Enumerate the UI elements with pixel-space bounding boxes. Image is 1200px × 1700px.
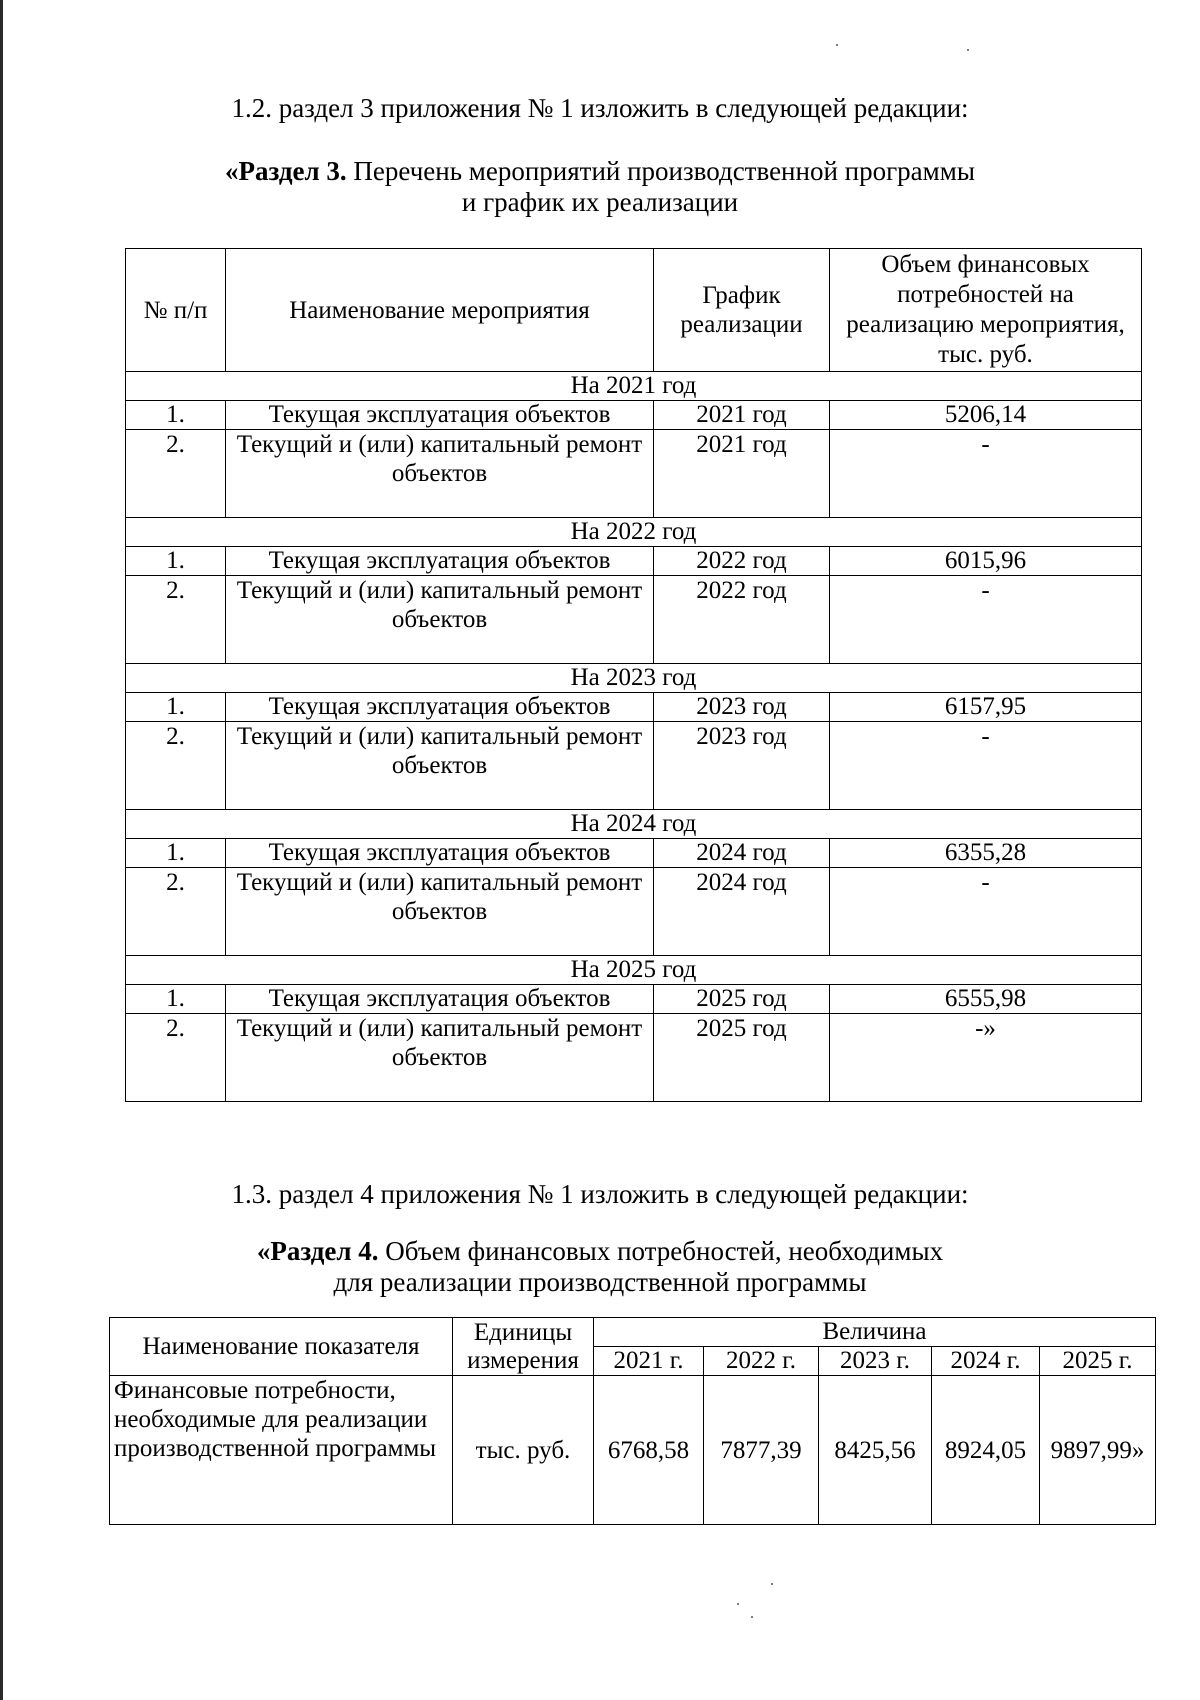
row-number: 1. xyxy=(126,401,226,430)
row-number: 1. xyxy=(126,693,226,722)
section-row xyxy=(126,810,1142,839)
table-row xyxy=(126,868,1142,956)
section-4-heading xyxy=(0,1236,1200,1298)
header-activity-name: Наименование мероприятия xyxy=(226,249,654,372)
section-row xyxy=(126,372,1142,401)
header-units: Единицы измерения xyxy=(453,1318,594,1376)
table-row xyxy=(126,547,1142,576)
activity-name: Текущая эксплуатация объектов xyxy=(226,839,654,868)
section-label: На 2023 год xyxy=(126,664,1142,693)
value-cell: 7877,39 xyxy=(704,1376,819,1525)
scan-speck xyxy=(836,44,838,46)
activity-name: Текущая эксплуатация объектов xyxy=(226,401,654,430)
section-4-title-line-2: для реализации производственной программы xyxy=(333,1267,867,1297)
row-number: 2. xyxy=(126,1014,226,1102)
table-row xyxy=(126,430,1142,518)
value-cell: 8924,05 xyxy=(932,1376,1040,1525)
schedule-cell: 2021 год xyxy=(654,401,830,430)
header-schedule: График реализации xyxy=(654,249,830,372)
section-label: На 2021 год xyxy=(126,372,1142,401)
amount-cell: - xyxy=(830,722,1142,810)
schedule-cell: 2023 год xyxy=(654,722,830,810)
scan-speck xyxy=(737,1603,739,1605)
amount-cell: 6355,28 xyxy=(830,839,1142,868)
header-year: 2024 г. xyxy=(932,1347,1040,1376)
row-number: 1. xyxy=(126,839,226,868)
table-row xyxy=(126,985,1142,1014)
value-cell: 9897,99» xyxy=(1040,1376,1156,1525)
scan-speck xyxy=(771,1583,773,1585)
activity-name: Текущий и (или) капитальный ремонт объектов xyxy=(226,430,654,518)
activity-name: Текущая эксплуатация объектов xyxy=(226,985,654,1014)
activity-name: Текущая эксплуатация объектов xyxy=(226,693,654,722)
schedule-cell: 2022 год xyxy=(654,547,830,576)
section-3-title-line-1 xyxy=(0,156,1200,187)
header-year: 2025 г. xyxy=(1040,1347,1156,1376)
activity-name: Текущий и (или) капитальный ремонт объектов xyxy=(226,1014,654,1102)
table-row xyxy=(110,1376,1156,1525)
section-label: На 2022 год xyxy=(126,518,1142,547)
financial-needs-table xyxy=(109,1317,1156,1525)
row-number: 2. xyxy=(126,722,226,810)
amount-cell: 6555,98 xyxy=(830,985,1142,1014)
amount-cell: - xyxy=(830,576,1142,664)
header-financial-needs: Объем финансовых потребностей на реализацию мероприятия, тыс. руб. xyxy=(830,249,1142,372)
row-number: 2. xyxy=(126,576,226,664)
activity-name: Текущая эксплуатация объектов xyxy=(226,547,654,576)
section-3-label: «Раздел 3. xyxy=(225,156,347,186)
table-row xyxy=(126,576,1142,664)
header-year: 2023 г. xyxy=(819,1347,932,1376)
scan-speck xyxy=(967,49,969,51)
indicator-name: Финансовые потребности, необходимые для реализации производственной программы xyxy=(110,1376,453,1525)
section-label: На 2025 год xyxy=(126,956,1142,985)
section-4-title-text: Объем финансовых потребностей, необходимых xyxy=(378,1236,944,1266)
schedule-cell: 2024 год xyxy=(654,839,830,868)
section-3-title-text: Перечень мероприятий производственной программы xyxy=(346,156,975,186)
row-number: 2. xyxy=(126,430,226,518)
header-year: 2022 г. xyxy=(704,1347,819,1376)
activity-name: Текущий и (или) капитальный ремонт объектов xyxy=(226,868,654,956)
schedule-cell: 2025 год xyxy=(654,1014,830,1102)
table-row xyxy=(126,839,1142,868)
activities-table xyxy=(125,248,1142,1102)
schedule-cell: 2021 год xyxy=(654,430,830,518)
table-row xyxy=(126,401,1142,430)
value-cell: 8425,56 xyxy=(819,1376,932,1525)
amount-cell: - xyxy=(830,868,1142,956)
header-number: № п/п xyxy=(126,249,226,372)
schedule-cell: 2024 год xyxy=(654,868,830,956)
table-row xyxy=(126,722,1142,810)
activity-name: Текущий и (или) капитальный ремонт объектов xyxy=(226,722,654,810)
section-label: На 2024 год xyxy=(126,810,1142,839)
amount-cell: 6157,95 xyxy=(830,693,1142,722)
amount-cell: 5206,14 xyxy=(830,401,1142,430)
row-number: 1. xyxy=(126,985,226,1014)
paragraph-1-3: 1.3. раздел 4 приложения № 1 изложить в следующей редакции: xyxy=(231,1179,969,1209)
row-number: 2. xyxy=(126,868,226,956)
section-3-title-line-2: и график их реализации xyxy=(461,187,739,217)
section-4-label: «Раздел 4. xyxy=(256,1236,379,1266)
units-cell: тыс. руб. xyxy=(453,1376,594,1525)
section-3-heading xyxy=(0,156,1200,218)
table-row xyxy=(126,1014,1142,1102)
section-row xyxy=(126,956,1142,985)
section-row xyxy=(126,518,1142,547)
header-year: 2021 г. xyxy=(594,1347,704,1376)
activities-table-header-row xyxy=(126,249,1142,372)
header-value: Величина xyxy=(594,1318,1156,1347)
amount-cell: -» xyxy=(830,1014,1142,1102)
activity-name: Текущий и (или) капитальный ремонт объектов xyxy=(226,576,654,664)
schedule-cell: 2023 год xyxy=(654,693,830,722)
schedule-cell: 2022 год xyxy=(654,576,830,664)
header-indicator: Наименование показателя xyxy=(110,1318,453,1376)
amount-cell: 6015,96 xyxy=(830,547,1142,576)
section-4-title-line-1 xyxy=(0,1236,1200,1267)
scan-speck xyxy=(751,1616,753,1618)
scan-left-edge xyxy=(0,0,3,1700)
section-row xyxy=(126,664,1142,693)
paragraph-1-2: 1.2. раздел 3 приложения № 1 изложить в следующей редакции: xyxy=(231,93,969,123)
amount-cell: - xyxy=(830,430,1142,518)
schedule-cell: 2025 год xyxy=(654,985,830,1014)
row-number: 1. xyxy=(126,547,226,576)
value-cell: 6768,58 xyxy=(594,1376,704,1525)
table-row xyxy=(126,693,1142,722)
financial-table-header-row xyxy=(110,1318,1156,1347)
